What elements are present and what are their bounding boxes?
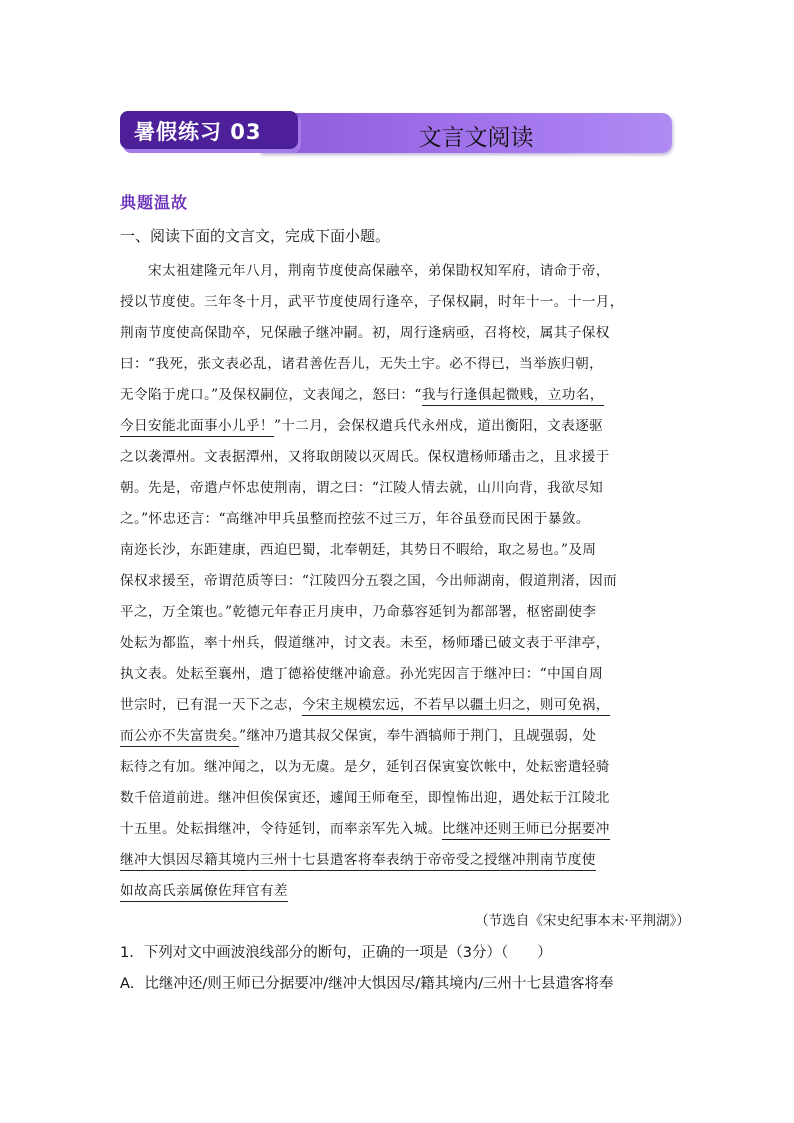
passage-text: 南迩长沙，东距建康，西迫巴蜀，北奉朝廷，其势日不暇给，取之易也。”及周 [120, 542, 597, 558]
passage-line [120, 380, 690, 411]
passage-line [120, 690, 690, 721]
passage-text: 保权求援至，帝谓范质等曰：“江陵四分五裂之国，今出师湖南，假道荆渚，因而 [120, 573, 618, 589]
passage-text: 宋太祖建隆元年八月，荆南节度使高保融卒，弟保勖权知军府，请命于帝， [120, 263, 610, 279]
passage-text: 十五里。处耘揖继冲，令待延钊，而率亲军先入城。 [120, 821, 442, 837]
passage-line [120, 473, 690, 504]
passage-line [120, 349, 690, 380]
passage-text: 处耘为都监，率十州兵，假道继冲，讨文表。未至，杨师璠已破文表于平津亭， [120, 635, 610, 651]
passage-line [120, 628, 690, 659]
passage-text: 数千倍道前进。继冲但俟保寅还，遽闻王师奄至，即惶怖出迎，遇处耘于江陵北 [120, 790, 610, 806]
passage-line [120, 287, 690, 318]
passage-line [120, 535, 690, 566]
passage-source: （节选自《宋史纪事本末·平荆湖》） [474, 913, 690, 929]
passage-text: 朝。先是，帝遣卢怀忠使荆南，谓之曰：“江陵人情去就，山川向背，我欲尽知 [120, 480, 604, 496]
underlined-segment: 我与行逢俱起微贱，立功名， [422, 387, 604, 406]
passage-text: 之。”怀忠还言：“高继冲甲兵虽整而控弦不过三万，年谷虽登而民困于暴敛。 [120, 511, 590, 527]
option-a: A．比继冲还/则王师已分据要冲/继冲大惧因尽/籍其境内/三州十七县遣客将奉 [120, 976, 614, 992]
banner-label: 暑假练习 03 [134, 120, 262, 144]
underlined-segment: 继冲大惧因尽籍其境内三州十七县遣客将奉表纳于帝帝受之授继冲荆南节度使 [120, 852, 596, 871]
passage-text: 平之，万全策也。”乾德元年春正月庚申，乃命慕容延钊为都部署，枢密副使李 [120, 604, 597, 620]
underlined-segment: 今宋主规模宏远，不若早以疆土归之，则可免祸， [302, 697, 610, 716]
banner-title: 文言文阅读 [418, 125, 534, 151]
passage-text: 执文表。处耘至襄州，遣丁德裕使继冲谕意。孙光宪因言于继冲曰：“中国自周 [120, 666, 604, 682]
passage-text: 耘待之有加。继冲闻之，以为无虞。是夕，延钊召保寅宴饮帐中，处耘密遣轻骑 [120, 759, 610, 775]
passage-line [120, 876, 690, 907]
passage-line [120, 814, 690, 845]
passage-text: 世宗时，已有混一天下之志， [120, 697, 302, 713]
underlined-segment: 今日安能北面事小儿乎！ [120, 418, 274, 437]
question-intro: 一、阅读下面的文言文，完成下面小题。 [120, 227, 391, 245]
passage-line [120, 411, 690, 442]
passage-text: 荆南节度使高保勖卒，兄保融子继冲嗣。初，周行逢病亟，召将校，属其子保权 [120, 325, 610, 341]
passage-line [120, 783, 690, 814]
underlined-segment: 比继冲还则王师已分据要冲 [442, 821, 610, 840]
passage-line [120, 597, 690, 628]
underlined-segment: 而公亦不失富贵矣。 [120, 728, 239, 747]
banner-label-box [120, 111, 298, 149]
passage-line [120, 504, 690, 535]
passage-text: 曰：“我死，张文表必乱，诸君善佐吾儿，无失土宇。必不得已，当举族归朝， [120, 356, 604, 372]
banner-title-bar [260, 113, 672, 153]
passage-text: 无令陷于虎口。”及保权嗣位，文表闻之，怒曰：“ [120, 387, 422, 403]
passage-text: ”继冲乃遣其叔父保寅，奉牛酒犒师于荆门，且觇强弱，处 [239, 728, 597, 744]
passage-text: ”十二月，会保权遣兵代永州戍，道出衡阳，文表逐驱 [273, 418, 604, 434]
passage-text: 授以节度使。三年冬十月，武平节度使周行逢卒，子保权嗣，时年十一。十一月， [120, 294, 624, 310]
passage-line [120, 721, 690, 752]
passage-line [120, 318, 690, 349]
passage-line [120, 659, 690, 690]
underlined-segment: 如故高氏亲属僚佐拜官有差 [120, 883, 288, 902]
passage-line [120, 845, 690, 876]
title-banner [120, 111, 672, 155]
passage-line [120, 566, 690, 597]
passage-line [120, 256, 690, 287]
passage-line [120, 752, 690, 783]
passage-line [120, 442, 690, 473]
passage-text: 之以袭潭州。文表据潭州，又将取朗陵以灭周氏。保权遣杨师璠击之，且求援于 [120, 449, 610, 465]
passage [120, 256, 690, 907]
question-1: 1．下列对文中画波浪线部分的断句，正确的一项是（3分）（ ） [120, 945, 552, 961]
section-title: 典题温故 [120, 193, 189, 212]
